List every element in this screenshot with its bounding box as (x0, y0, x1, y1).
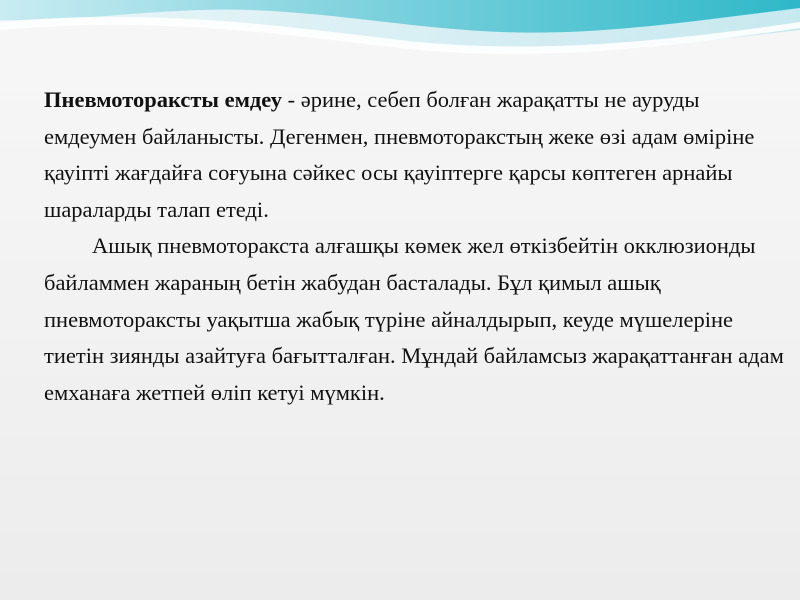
paragraph-2 (44, 228, 784, 411)
paragraph-2-text: Ашық пневмоторакста алғашқы көмек жел өткізбейтін окклюзионды байламмен жараның бетін жабудан басталады. Бұл қимыл ашық пневмотораксты уақытша жабық түріне айналдырып, кеуде мүшелеріне тиетін зиянды азайтуға бағытталған. Мұндай байламсыз жарақаттанған адам емханаға жетпей өліп кетуі мүмкін. (44, 233, 784, 405)
body-text (44, 82, 784, 411)
lead-term: Пневмотораксты емдеу (44, 87, 282, 112)
decorative-wave-header (0, 0, 800, 90)
paragraph-1-text: - әрине, себеп болған жарақатты не ауруды емдеумен байланысты. Дегенмен, пневмоторакстың жеке өзі адам өміріне қауіпті жағдайға соғуына сәйкес осы қауіптерге қарсы көптеген арнайы шараларды талап етеді. (44, 87, 755, 222)
paragraph-1 (44, 82, 784, 228)
